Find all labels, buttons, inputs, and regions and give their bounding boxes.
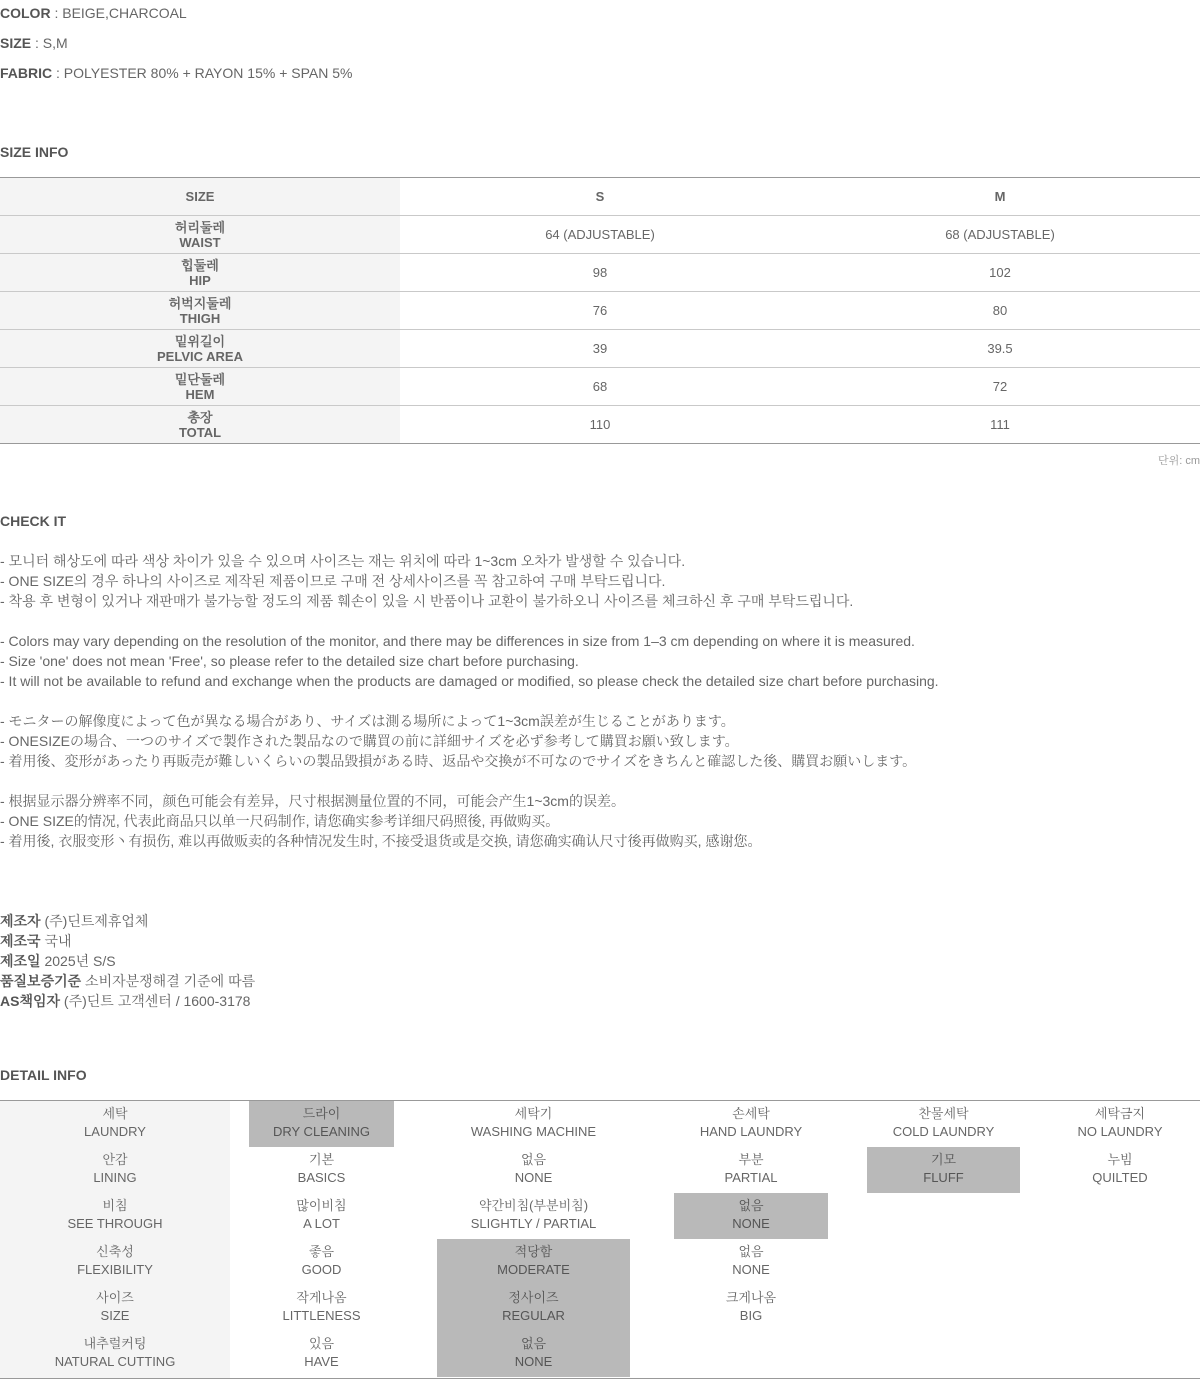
- maker-row: [0, 911, 255, 931]
- detail-en: PARTIAL: [724, 1170, 778, 1185]
- detail-row-label: [0, 1331, 230, 1377]
- detail-ko: 세탁금지: [1094, 1106, 1146, 1121]
- maker-label: 제조자: [0, 913, 41, 929]
- detail-en: NONE: [514, 1354, 553, 1369]
- detail-ko: 없음: [520, 1152, 547, 1167]
- measure-en: HIP: [189, 272, 211, 288]
- measure-ko: 밑단둘레: [174, 371, 226, 387]
- note-line: - Size 'one' does not mean 'Free', so please refer to the detailed size chart before purchasing.: [0, 653, 579, 669]
- notes-korean: [0, 551, 853, 611]
- detail-ko: 부분: [738, 1152, 764, 1167]
- spec-label: SIZE: [0, 35, 32, 51]
- measure-ko: 총장: [187, 409, 213, 425]
- detail-ko: 정사이즈: [508, 1290, 559, 1305]
- spec-label: FABRIC: [0, 65, 53, 81]
- measure-en: HEM: [185, 386, 215, 402]
- detail-row-label: [0, 1193, 230, 1239]
- size-header-s: S: [400, 178, 800, 216]
- detail-option: [437, 1331, 630, 1377]
- measure-en: TOTAL: [178, 424, 222, 440]
- detail-ko: 없음: [520, 1336, 547, 1351]
- detail-ko: 사이즈: [96, 1290, 134, 1305]
- detail-ko: 좋음: [308, 1244, 335, 1259]
- maker-label: 품질보증기준: [0, 973, 82, 989]
- note-line: - 착용 후 변형이 있거나 재판매가 불가능할 정도의 제품 훼손이 있을 시 반품이나 교환이 불가하오니 사이즈를 체크하신 후 구매 부탁드립니다.: [0, 593, 854, 609]
- detail-ko: 크게나옴: [725, 1290, 777, 1305]
- detail-option: [674, 1285, 828, 1331]
- detail-ko: 없음: [738, 1198, 764, 1213]
- measure-label: [0, 368, 400, 406]
- detail-ko: 안감: [102, 1152, 128, 1167]
- size-m-value: 39.5: [800, 330, 1200, 368]
- note-line: - ONE SIZE的情况, 代表此商品只以单一尺码制作, 请您确实参考详细尺码照後, 再做购买。: [0, 813, 560, 829]
- maker-info: [0, 911, 255, 1011]
- detail-ko: 세탁기: [514, 1106, 553, 1121]
- size-m-value: 111: [800, 406, 1200, 444]
- detail-en: SIZE: [100, 1308, 130, 1323]
- size-s-value: 110: [400, 406, 800, 444]
- table-row: [0, 406, 1200, 444]
- spec-value: : BEIGE,CHARCOAL: [50, 5, 187, 21]
- maker-row: [0, 991, 255, 1011]
- detail-option: [674, 1239, 828, 1285]
- detail-ko: 세탁: [102, 1106, 128, 1121]
- detail-ko: 적당함: [514, 1244, 553, 1259]
- detail-ko: 약간비침(부분비침): [478, 1198, 589, 1213]
- measure-ko: 허리둘레: [174, 219, 226, 235]
- detail-grid: [0, 1100, 1200, 1379]
- size-s-value: 98: [400, 254, 800, 292]
- detail-en: QUILTED: [1092, 1170, 1148, 1185]
- detail-option: [249, 1101, 394, 1147]
- detail-en: REGULAR: [502, 1308, 565, 1323]
- note-line: - Colors may vary depending on the resolution of the monitor, and there may be differences in size from 1–3 cm depending on where it is measured.: [0, 633, 915, 649]
- unit-note: 단위: cm: [1157, 455, 1200, 467]
- spec-value: : S,M: [31, 35, 68, 51]
- measure-ko: 허벅지둘레: [168, 295, 232, 311]
- size-info-title: SIZE INFO: [0, 144, 69, 160]
- size-header-label: SIZE: [0, 178, 400, 216]
- measure-label: [0, 254, 400, 292]
- detail-option: [249, 1331, 394, 1377]
- detail-en: HAVE: [304, 1354, 339, 1369]
- maker-label: 제조국: [0, 933, 41, 949]
- measure-en: WAIST: [179, 234, 221, 250]
- detail-info-title: DETAIL INFO: [0, 1067, 87, 1083]
- detail-ko: 내추럴커팅: [83, 1336, 147, 1351]
- table-row: [0, 216, 1200, 254]
- maker-label: AS책임자: [0, 993, 61, 1009]
- detail-option: [437, 1285, 630, 1331]
- detail-option: [437, 1239, 630, 1285]
- note-line: - ONE SIZE의 경우 하나의 사이즈로 제작된 제품이므로 구매 전 상세사이즈를 꼭 참고하여 구매 부탁드립니다.: [0, 573, 666, 589]
- detail-en: NONE: [732, 1216, 770, 1231]
- maker-value: (주)딘트 고객센터 / 1600-3178: [60, 993, 251, 1009]
- spec-label: COLOR: [0, 5, 51, 21]
- notes-chinese: [0, 791, 761, 851]
- maker-value: 2025년 S/S: [40, 953, 116, 969]
- detail-ko: 누빔: [1107, 1152, 1133, 1167]
- detail-en: FLEXIBILITY: [77, 1262, 153, 1277]
- detail-option: [437, 1147, 630, 1193]
- measure-label: [0, 406, 400, 444]
- detail-row-label: [0, 1147, 230, 1193]
- detail-en: COLD LAUNDRY: [892, 1124, 995, 1139]
- detail-option: [674, 1193, 828, 1239]
- detail-row-label: [0, 1239, 230, 1285]
- spec-value: : POLYESTER 80% + RAYON 15% + SPAN 5%: [52, 65, 353, 81]
- size-header-m: M: [800, 178, 1200, 216]
- maker-row: [0, 971, 255, 991]
- detail-ko: 드라이: [302, 1106, 341, 1121]
- detail-en: WASHING MACHINE: [470, 1124, 597, 1139]
- detail-ko: 기본: [308, 1152, 335, 1167]
- size-m-value: 102: [800, 254, 1200, 292]
- detail-ko: 비침: [102, 1198, 128, 1213]
- detail-en: NO LAUNDRY: [1077, 1124, 1163, 1139]
- detail-en: DRY CLEANING: [272, 1124, 371, 1139]
- maker-value: 소비자분쟁해결 기준에 따름: [81, 973, 256, 989]
- note-line: - 着用後, 衣服变形丶有损伤, 难以再做贩卖的各种情况发生时, 不接受退货或是交换, 请您确实确认尺寸後再做购买, 感谢您。: [0, 833, 762, 849]
- note-line: - 모니터 해상도에 따라 색상 차이가 있을 수 있으며 사이즈는 재는 위치에 따라 1~3cm 오차가 발생할 수 있습니다.: [0, 553, 686, 569]
- detail-en: LITTLENESS: [282, 1308, 361, 1323]
- size-table: [0, 177, 1200, 444]
- detail-option: [249, 1147, 394, 1193]
- table-row: [0, 368, 1200, 406]
- detail-option: [1040, 1101, 1200, 1147]
- detail-option: [674, 1147, 828, 1193]
- measure-ko: 힙둘레: [181, 257, 219, 273]
- detail-option: [1040, 1147, 1200, 1193]
- spec-color: [0, 5, 187, 21]
- measure-en: THIGH: [179, 310, 221, 326]
- detail-en: GOOD: [301, 1262, 342, 1277]
- detail-en: NONE: [514, 1170, 553, 1185]
- size-table-header: [0, 178, 1200, 216]
- detail-en: MODERATE: [497, 1262, 570, 1277]
- detail-ko: 찬물세탁: [918, 1106, 969, 1121]
- measure-ko: 밑위길이: [174, 333, 226, 349]
- measure-label: [0, 216, 400, 254]
- detail-ko: 많이비침: [296, 1198, 347, 1213]
- size-m-value: 68 (ADJUSTABLE): [800, 216, 1200, 254]
- detail-en: BASICS: [297, 1170, 346, 1185]
- note-line: - 着用後、変形があったり再販売が難しいくらいの製品毀損がある時、返品や交換が不可なのでサイズをきちんと確認した後、購買お願いします。: [0, 753, 917, 769]
- detail-ko: 기모: [930, 1152, 957, 1167]
- detail-ko: 없음: [738, 1244, 764, 1259]
- detail-option: [674, 1101, 828, 1147]
- size-s-value: 68: [400, 368, 800, 406]
- measure-label: [0, 292, 400, 330]
- detail-en: SLIGHTLY / PARTIAL: [470, 1216, 597, 1231]
- size-s-value: 64 (ADJUSTABLE): [400, 216, 800, 254]
- note-line: - 根据显示器分辨率不同，颜色可能会有差异，尺寸根据测量位置的不同，可能会产生1~3cm的误差。: [0, 793, 625, 809]
- note-line: - It will not be available to refund and exchange when the products are damaged or modified, so please check the detailed size chart before purchasing.: [0, 673, 939, 689]
- detail-ko: 있음: [308, 1336, 335, 1351]
- detail-option: [437, 1101, 630, 1147]
- notes-japanese: [0, 711, 916, 771]
- detail-en: NATURAL CUTTING: [54, 1354, 176, 1369]
- table-row: [0, 254, 1200, 292]
- maker-row: [0, 931, 255, 951]
- size-m-value: 80: [800, 292, 1200, 330]
- spec-size: [0, 35, 68, 51]
- detail-option: [249, 1239, 394, 1285]
- detail-en: LINING: [93, 1170, 137, 1185]
- detail-en: BIG: [739, 1308, 763, 1323]
- maker-label: 제조일: [0, 953, 41, 969]
- detail-en: HAND LAUNDRY: [699, 1124, 803, 1139]
- measure-label: [0, 330, 400, 368]
- note-line: - ONESIZEの場合、一つのサイズで製作された製品なので購買の前に詳細サイズを必ず参考して購買お願い致します。: [0, 733, 739, 749]
- table-row: [0, 330, 1200, 368]
- spec-fabric: [0, 65, 352, 81]
- size-m-value: 72: [800, 368, 1200, 406]
- detail-ko: 신축성: [96, 1244, 134, 1259]
- detail-option: [249, 1193, 394, 1239]
- detail-en: NONE: [732, 1262, 770, 1277]
- size-s-value: 76: [400, 292, 800, 330]
- detail-en: SEE THROUGH: [67, 1216, 163, 1231]
- table-row: [0, 292, 1200, 330]
- maker-value: (주)딘트제휴업체: [40, 913, 149, 929]
- maker-value: 국내: [40, 933, 72, 949]
- detail-ko: 작게나옴: [296, 1290, 347, 1305]
- detail-row-label: [0, 1101, 230, 1147]
- check-it-title: CHECK IT: [0, 513, 67, 529]
- maker-row: [0, 951, 255, 971]
- detail-en: A LOT: [303, 1216, 340, 1231]
- size-s-value: 39: [400, 330, 800, 368]
- note-line: - モニターの解像度によって色が異なる場合があり、サイズは測る場所によって1~3cm誤差が生じることがあります。: [0, 713, 735, 729]
- detail-row-label: [0, 1285, 230, 1331]
- notes-english: [0, 631, 939, 691]
- detail-en: LAUNDRY: [84, 1124, 146, 1139]
- detail-ko: 손세탁: [732, 1106, 770, 1121]
- detail-option: [867, 1147, 1020, 1193]
- detail-en: FLUFF: [923, 1170, 964, 1185]
- detail-option: [249, 1285, 394, 1331]
- detail-option: [437, 1193, 630, 1239]
- measure-en: PELVIC AREA: [157, 348, 243, 364]
- detail-option: [867, 1101, 1020, 1147]
